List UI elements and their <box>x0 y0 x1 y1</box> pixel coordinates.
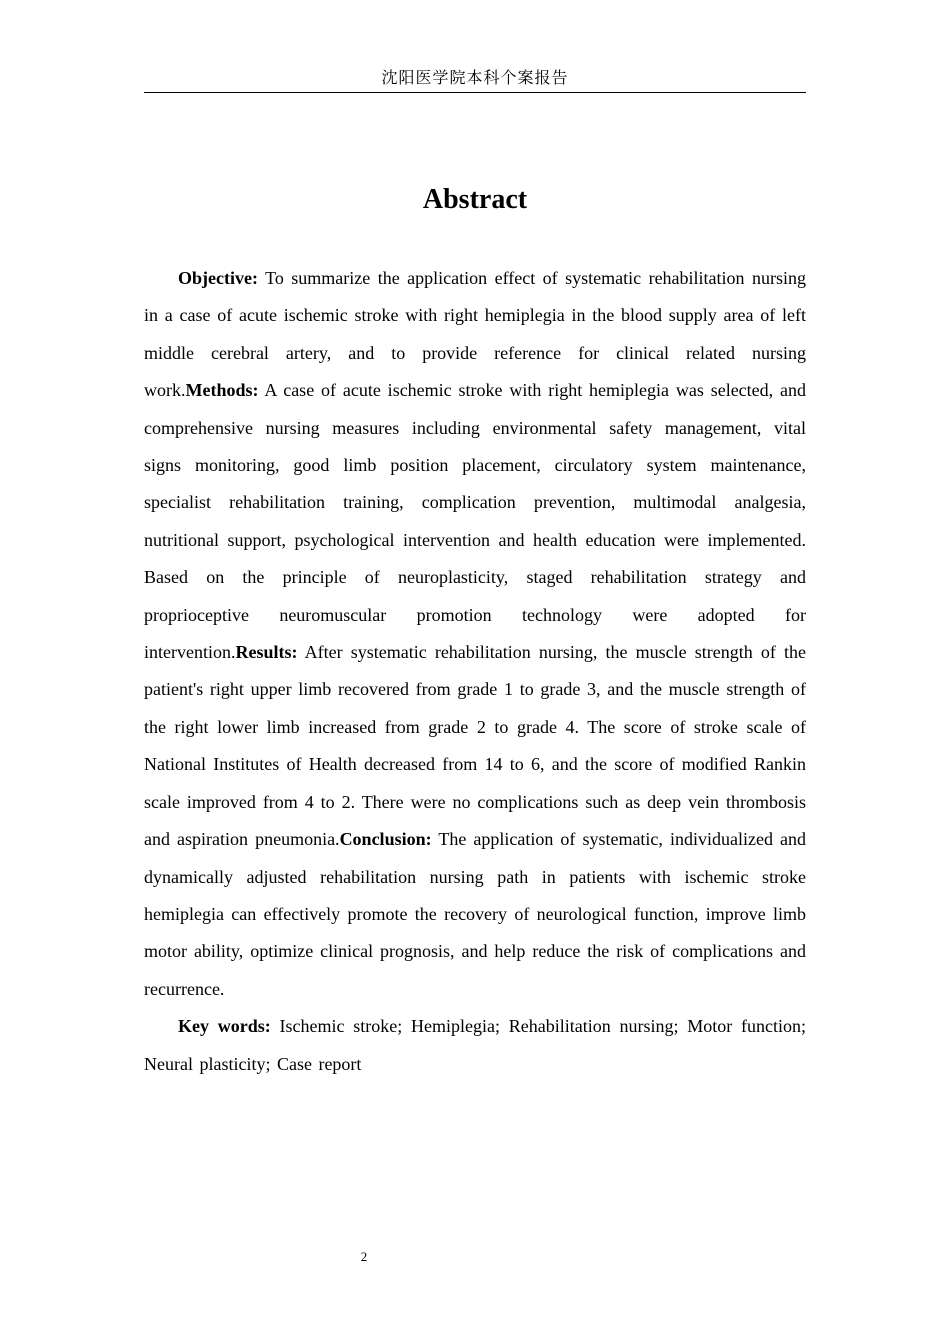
page-number: 2 <box>360 1249 368 1264</box>
abstract-paragraph <box>144 260 806 1008</box>
objective-label: Objective: <box>178 268 258 288</box>
methods-text: A case of acute ischemic stroke with right hemiplegia was selected, and comprehensive nursing measures including environmental safety management, vital signs monitoring, good limb position placement, circulatory system maintenance, specialist rehabilitation training, complication prevention, multimodal analgesia, nutritional support, psychological intervention and health education were implemented. Based on the principle of neuroplasticity, staged rehabilitation strategy and proprioceptive neuromuscular promotion technology were adopted for intervention. <box>144 380 806 663</box>
keywords-label: Key words: <box>178 1016 271 1037</box>
objective-text: To summarize the application effect of systematic rehabilitation nursing in a case of acute ischemic stroke with right hemiplegia in the blood supply area of left middle cerebral artery, and to provide reference for clinical related nursing work. <box>144 268 806 401</box>
results-text: After systematic rehabilitation nursing, the muscle strength of the patient's right upper limb recovered from grade 1 to grade 3, and the muscle strength of the right lower limb increased from grade 2 to grade 4. The score of stroke scale of National Institutes of Health decreased from 14 to 6, and the score of modified Rankin scale improved from 4 to 2. There were no complications such as deep vein thrombosis and aspiration pneumonia. <box>144 642 806 850</box>
running-header <box>144 66 806 93</box>
conclusion-label: Conclusion: <box>339 829 432 850</box>
keywords-text: Ischemic stroke; Hemiplegia; Rehabilitation nursing; Motor function; Neural plasticity; Case report <box>144 1016 806 1074</box>
page-title: Abstract <box>422 184 528 215</box>
results-label: Results: <box>235 642 298 663</box>
keywords-paragraph <box>144 1008 806 1083</box>
conclusion-text: The application of systematic, individualized and dynamically adjusted rehabilitation nursing path in patients with ischemic stroke hemiplegia can effectively promote the recovery of neurological function, improve limb motor ability, optimize clinical prognosis, and help reduce the risk of complications and recurrence. <box>144 829 806 999</box>
methods-label: Methods: <box>185 380 259 401</box>
header-text: 沈阳医学院本科个案报告 <box>381 68 569 87</box>
abstract-body <box>144 260 806 1083</box>
